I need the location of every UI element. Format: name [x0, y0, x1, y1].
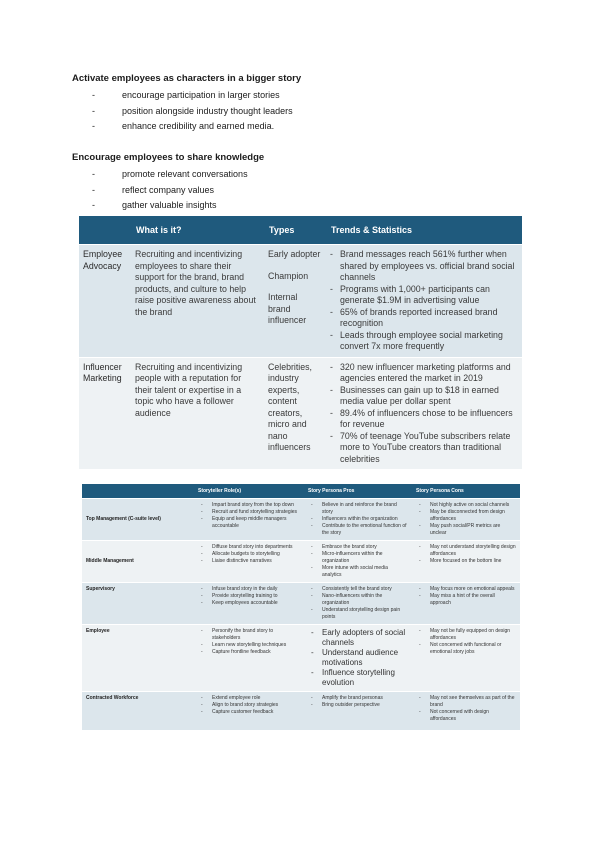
list-item: - May miss a hint of the overall approach	[416, 593, 516, 607]
list-item: - Equip and keep middle managers accountable	[198, 516, 300, 530]
list-item: - Programs with 1,000+ participants can generate $1.9M in advertising value	[330, 284, 518, 307]
list-item: - Diffuse brand story into departments	[198, 544, 300, 551]
list-item: - Capture frontline feedback	[198, 649, 300, 656]
type-item: Champion	[268, 270, 309, 281]
section-heading: Encourage employees to share knowledge	[72, 152, 265, 163]
list-item: - encourage participation in larger stories	[92, 88, 532, 104]
list-item: - Align to brand story strategies	[198, 702, 300, 709]
header-cell	[79, 216, 131, 245]
table-cell: Recruiting and incentivizing people with a reputation for their talent or expertise in a topic who have a follower audience	[131, 357, 264, 469]
table-cell: Celebrities, industry experts, content creators, micro and nano influencers	[264, 357, 326, 469]
list-item: - More focused on the bottom line	[416, 558, 516, 565]
list-item: - Consistently tell the brand story	[308, 586, 408, 593]
list-item: - Not concerned with design affordances	[416, 709, 516, 723]
table-cell	[194, 541, 304, 583]
table-cell	[194, 499, 304, 541]
table-cell	[412, 583, 520, 625]
table-cell	[304, 541, 412, 583]
list-item: - gather valuable insights	[92, 198, 532, 214]
header-cell	[82, 484, 194, 499]
table-cell	[194, 583, 304, 625]
list-item: - Keep employees accountable	[198, 600, 300, 607]
list-item: - Leads through employee social marketing convert 7x more frequently	[330, 330, 518, 353]
header-cell: Trends & Statistics	[326, 216, 522, 245]
list-item: - Understand audience motivations	[308, 648, 408, 668]
list-item: - Extend employee role	[198, 695, 300, 702]
table-row	[82, 499, 520, 541]
type-item: Internal brand influencer	[268, 292, 307, 325]
list-item: - Liaise distinctive narratives	[198, 558, 300, 565]
list-item: - Personify the brand story to stakeholders	[198, 628, 300, 642]
list-item: - Not highly active on social channels	[416, 502, 516, 509]
list-item: - Early adopters of social channels	[308, 628, 408, 648]
row-label: Middle Management	[82, 541, 194, 583]
table-cell	[412, 692, 520, 730]
list-item: - Impart brand story from the top down	[198, 502, 300, 509]
list-item: - Influence storytelling evolution	[308, 668, 408, 688]
table-cell	[412, 541, 520, 583]
list-item: - enhance credibility and earned media.	[92, 119, 532, 135]
list-item: - reflect company values	[92, 183, 532, 199]
table-cell	[304, 692, 412, 730]
table-cell	[304, 583, 412, 625]
table-cell	[304, 499, 412, 541]
list-item: - May push social/PR metrics are unclear	[416, 523, 516, 537]
table-cell	[412, 625, 520, 692]
list-item: - Influencers within the organization	[308, 516, 408, 523]
bullet-list	[72, 167, 532, 214]
list-item: - 70% of teenage YouTube subscribers relate more to YouTube creators than traditional celebrities	[330, 431, 518, 466]
table-cell	[194, 625, 304, 692]
row-label: Top Management (C-suite level)	[82, 499, 194, 541]
list-item: - 320 new influencer marketing platforms and agencies entered the market in 2019	[330, 362, 518, 385]
list-item: - Learn new storytelling techniques	[198, 642, 300, 649]
header-cell: Story Persona Pros	[304, 484, 412, 499]
row-label: Influencer Marketing	[79, 357, 131, 469]
header-cell: Story Persona Cons	[412, 484, 520, 499]
advocacy-influencer-table	[79, 216, 522, 469]
list-item: - More intune with social media analytics	[308, 565, 408, 579]
table-cell	[264, 245, 326, 358]
list-item: - Embrace the brand story	[308, 544, 408, 551]
list-item: - May focus more on emotional appeals	[416, 586, 516, 593]
table-header-row	[82, 484, 520, 499]
list-item: - Bring outsider perspective	[308, 702, 408, 709]
list-item: - Not concerned with functional or emotional story jobs	[416, 642, 516, 656]
table-row	[82, 583, 520, 625]
list-item: - Allocate budgets to storytelling	[198, 551, 300, 558]
storyteller-persona-table	[82, 484, 520, 730]
header-cell: Types	[264, 216, 326, 245]
section-activate	[72, 73, 532, 135]
table-row	[82, 692, 520, 730]
list-item: - Infuse brand story in the daily	[198, 586, 300, 593]
list-item: - Micro-influencers within the organization	[308, 551, 408, 565]
row-label: Employee Advocacy	[79, 245, 131, 358]
row-label: Contracted Workforce	[82, 692, 194, 730]
table-cell	[304, 625, 412, 692]
list-item: - Nano-influencers within the organization	[308, 593, 408, 607]
list-item: - Provide storytelling training to	[198, 593, 300, 600]
list-item: - 65% of brands reported increased brand recognition	[330, 307, 518, 330]
list-item: - May not understand storytelling design affordances	[416, 544, 516, 558]
table-row	[82, 541, 520, 583]
table-cell: Recruiting and incentivizing employees to share their support for the brand, brand products, and culture to help raise positive awareness about the brand	[131, 245, 264, 358]
list-item: - Understand storytelling design pain points	[308, 607, 408, 621]
list-item: - Amplify the brand personas	[308, 695, 408, 702]
list-item: - position alongside industry thought leaders	[92, 104, 532, 120]
section-heading: Activate employees as characters in a bigger story	[72, 73, 302, 84]
list-item: - Recruit and fund storytelling strategies	[198, 509, 300, 516]
list-item: - Capture customer feedback	[198, 709, 300, 716]
table-row	[82, 625, 520, 692]
section-encourage	[72, 152, 532, 214]
header-cell: Storyteller Role(s)	[194, 484, 304, 499]
list-item: - Believe in and reinforce the brand story	[308, 502, 408, 516]
table-row	[79, 357, 522, 469]
header-cell: What is it?	[131, 216, 264, 245]
bullet-list	[72, 88, 532, 135]
list-item: - May not be fully equipped on design affordances	[416, 628, 516, 642]
list-item: - Brand messages reach 561% further when shared by employees vs. official brand social channels	[330, 249, 518, 284]
list-item: - May not see themselves as part of the brand	[416, 695, 516, 709]
row-label: Employee	[82, 625, 194, 692]
list-item: - May be disconnected from design affordances	[416, 509, 516, 523]
table-cell	[326, 245, 522, 358]
list-item: - Businesses can gain up to $18 in earned media value per dollar spent	[330, 385, 518, 408]
list-item: - Contribute to the emotional function of the story	[308, 523, 408, 537]
table-row	[79, 245, 522, 358]
table-cell	[326, 357, 522, 469]
row-label: Supervisory	[82, 583, 194, 625]
list-item: - 89.4% of influencers chose to be influencers for revenue	[330, 408, 518, 431]
table-cell	[194, 692, 304, 730]
table-header-row	[79, 216, 522, 245]
type-item: Early adopter	[268, 249, 321, 259]
list-item: - promote relevant conversations	[92, 167, 532, 183]
table-cell	[412, 499, 520, 541]
